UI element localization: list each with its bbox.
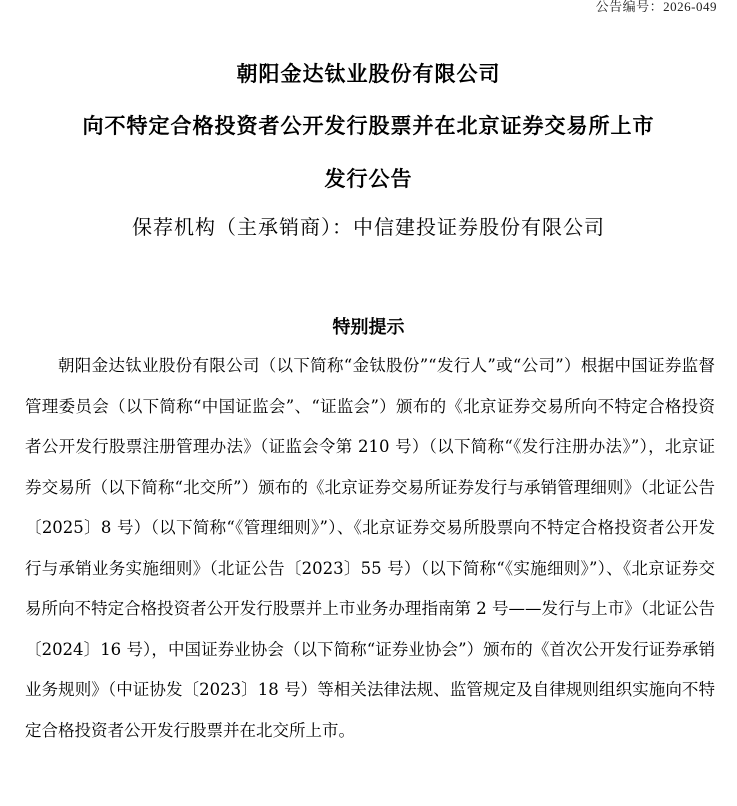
subject-title: 向不特定合格投资者公开发行股票并在北京证券交易所上市 — [82, 114, 655, 138]
special-notice-paragraph: 朝阳金达钛业股份有限公司（以下简称“金钛股份”“发行人”或“公司”）根据中国证券监督管理委员会（以下简称“中国证监会”、“证监会”）颁布的《北京证券交易所向不特定合格投资者公开发行股票注册管理办法》（证监会令第 210 号）（以下简称“《发行注册办法》”），北京证券交易所（以下简称“北交所”）颁布的《北京证券交易所证券发行与承销管理细则》（北证公告〔2025〕8 号）（以下简称“《管理细则》”）、《北京证券交易所股票向不特定合格投资者公开发行与承销业务实施细则》（北证公告〔2023〕55 号）（以下简称“《实施细则》”）、《北京证券交易所向不特定合格投资者公开发行股票并上市业务办理指南第 2 号——发行与上市》（北证公告〔2024〕16 号），中国证券业协会（以下简称“证券业协会”）颁布的《首次公开发行证券承销业务规则》（中证协发〔2023〕18 号）等相关法律法规、监管规定及自律规则组织实施向不特定合格投资者公开发行股票并在北交所上市。 — [25, 356, 715, 740]
special-notice-heading: 特别提示 — [332, 317, 405, 338]
company-title: 朝阳金达钛业股份有限公司 — [236, 62, 501, 86]
document-type-title: 发行公告 — [324, 167, 413, 191]
notice-number: 公告编号：2026-049 — [595, 0, 717, 14]
sponsor-line: 保荐机构（主承销商）：中信建投证券股份有限公司 — [132, 215, 605, 239]
